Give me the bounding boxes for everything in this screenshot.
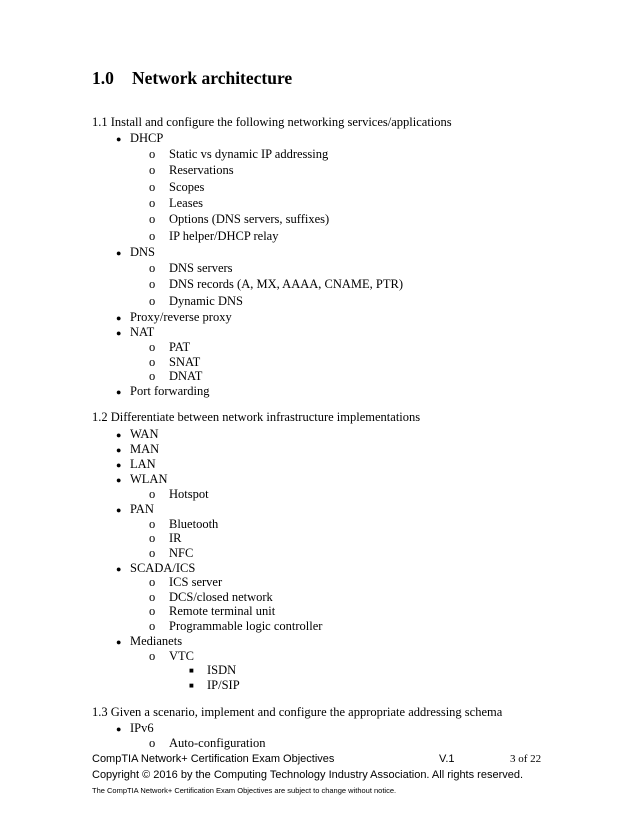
list-item: ● Port forwarding bbox=[116, 384, 210, 398]
list-item: ● WAN bbox=[116, 427, 159, 441]
circle-bullet-icon: o bbox=[149, 147, 156, 161]
objective-1-1: 1.1 Install and configure the following networking services/applications bbox=[92, 115, 452, 129]
list-item: ● IPv6 bbox=[116, 721, 154, 735]
section-number: 1.0 bbox=[92, 68, 114, 88]
list-item: o Scopes bbox=[149, 180, 205, 194]
footer-copyright: Copyright © 2016 by the Computing Technology Industry Association. All rights reserved. bbox=[92, 769, 524, 781]
bullet-icon: ● bbox=[116, 564, 122, 574]
bullet-icon: ● bbox=[116, 637, 122, 647]
list-item: ● WLAN bbox=[116, 472, 168, 486]
footer-version: V.1 bbox=[439, 753, 455, 765]
list-item: o Dynamic DNS bbox=[149, 294, 243, 308]
bullet-icon: ● bbox=[116, 328, 122, 338]
footer-page-number: 3 of 22 bbox=[510, 753, 542, 765]
bullet-icon: ● bbox=[116, 724, 122, 734]
bullet-icon: ● bbox=[116, 505, 122, 515]
list-item: ■ IP/SIP bbox=[189, 678, 240, 692]
page-title bbox=[92, 68, 292, 89]
list-item: o ICS server bbox=[149, 575, 223, 589]
list-item: o IR bbox=[149, 531, 182, 545]
section-title: Network architecture bbox=[132, 68, 293, 88]
bullet-icon: ● bbox=[116, 460, 122, 470]
circle-bullet-icon: o bbox=[149, 163, 156, 177]
list-item: o IP helper/DHCP relay bbox=[149, 229, 279, 243]
list-item: o Leases bbox=[149, 196, 204, 210]
list-item: o Programmable logic controller bbox=[149, 619, 323, 633]
circle-bullet-icon: o bbox=[149, 590, 156, 604]
list-item: ● DNS bbox=[116, 245, 156, 259]
circle-bullet-icon: o bbox=[149, 196, 156, 210]
list-item: ■ ISDN bbox=[189, 663, 237, 677]
list-item: ● Medianets bbox=[116, 634, 183, 648]
bullet-icon: ● bbox=[116, 248, 122, 258]
circle-bullet-icon: o bbox=[149, 212, 156, 226]
circle-bullet-icon: o bbox=[149, 369, 156, 383]
list-item: o Reservations bbox=[149, 163, 234, 177]
circle-bullet-icon: o bbox=[149, 229, 156, 243]
bullet-icon: ● bbox=[116, 430, 122, 440]
list-item: o DNAT bbox=[149, 369, 203, 383]
circle-bullet-icon: o bbox=[149, 604, 156, 618]
list-item: o NFC bbox=[149, 546, 194, 560]
list-item: o DCS/closed network bbox=[149, 590, 273, 604]
footer-doc-title: CompTIA Network+ Certification Exam Objectives bbox=[92, 753, 335, 765]
list-item: ● MAN bbox=[116, 442, 160, 456]
circle-bullet-icon: o bbox=[149, 340, 156, 354]
list-item: o VTC bbox=[149, 649, 194, 663]
circle-bullet-icon: o bbox=[149, 531, 156, 545]
objective-1-2: 1.2 Differentiate between network infrastructure implementations bbox=[92, 410, 421, 424]
square-bullet-icon: ■ bbox=[189, 666, 194, 675]
list-item: ● PAN bbox=[116, 502, 154, 516]
list-item: o Bluetooth bbox=[149, 517, 219, 531]
circle-bullet-icon: o bbox=[149, 294, 156, 308]
circle-bullet-icon: o bbox=[149, 736, 156, 750]
bullet-icon: ● bbox=[116, 387, 122, 397]
circle-bullet-icon: o bbox=[149, 575, 156, 589]
circle-bullet-icon: o bbox=[149, 619, 156, 633]
list-item: o Auto-configuration bbox=[149, 736, 266, 750]
bullet-icon: ● bbox=[116, 134, 122, 144]
list-item: ● SCADA/ICS bbox=[116, 561, 196, 575]
circle-bullet-icon: o bbox=[149, 180, 156, 194]
circle-bullet-icon: o bbox=[149, 649, 156, 663]
circle-bullet-icon: o bbox=[149, 487, 156, 501]
list-item: o PAT bbox=[149, 340, 191, 354]
list-item: o Remote terminal unit bbox=[149, 604, 276, 618]
circle-bullet-icon: o bbox=[149, 517, 156, 531]
list-item: ● NAT bbox=[116, 325, 155, 339]
bullet-icon: ● bbox=[116, 475, 122, 485]
list-item: ● Proxy/reverse proxy bbox=[116, 310, 232, 324]
circle-bullet-icon: o bbox=[149, 546, 156, 560]
square-bullet-icon: ■ bbox=[189, 681, 194, 690]
bullet-icon: ● bbox=[116, 313, 122, 323]
list-item: ● LAN bbox=[116, 457, 156, 471]
objective-1-3: 1.3 Given a scenario, implement and configure the appropriate addressing schema bbox=[92, 705, 503, 719]
bullet-icon: ● bbox=[116, 445, 122, 455]
circle-bullet-icon: o bbox=[149, 261, 156, 275]
list-item: o Hotspot bbox=[149, 487, 209, 501]
circle-bullet-icon: o bbox=[149, 277, 156, 291]
circle-bullet-icon: o bbox=[149, 355, 156, 369]
list-item: o DNS records (A, MX, AAAA, CNAME, PTR) bbox=[149, 277, 404, 291]
list-item: o Static vs dynamic IP addressing bbox=[149, 147, 329, 161]
list-item: o DNS servers bbox=[149, 261, 233, 275]
list-item: ● DHCP bbox=[116, 131, 164, 145]
list-item: o SNAT bbox=[149, 355, 201, 369]
list-item: o Options (DNS servers, suffixes) bbox=[149, 212, 330, 226]
footer-notice: The CompTIA Network+ Certification Exam Objectives are subject to change without notice. bbox=[92, 786, 397, 795]
